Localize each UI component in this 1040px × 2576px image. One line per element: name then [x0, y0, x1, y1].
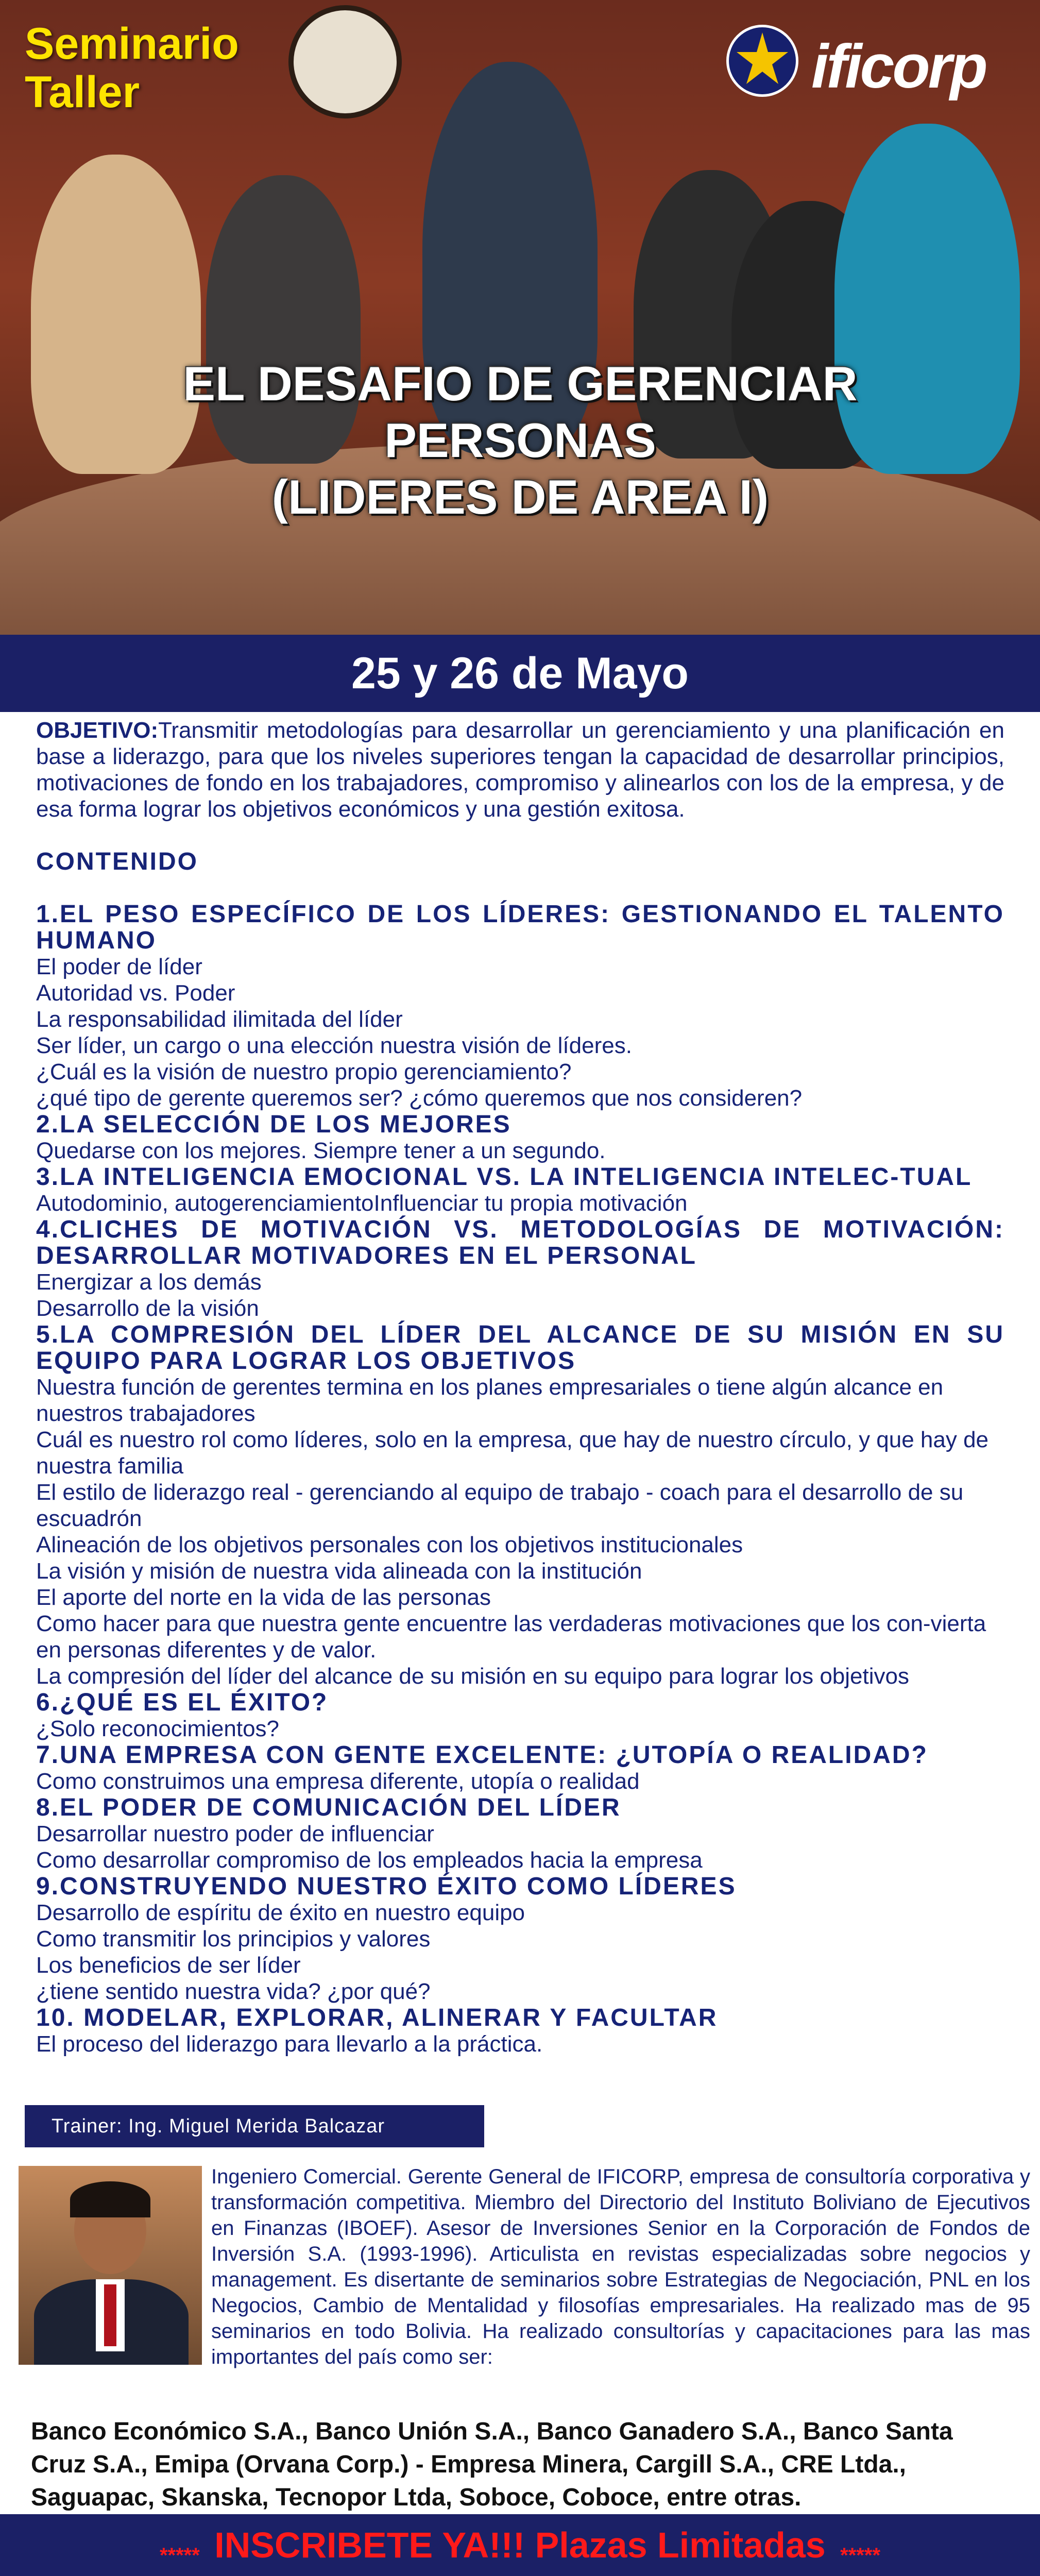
list-item: Autoridad vs. Poder: [36, 980, 235, 1006]
list-item: Desarrollo de espíritu de éxito en nuestro equipo: [36, 1900, 525, 1925]
title-line-3: (LIDERES DE AREA I): [271, 470, 769, 524]
cta-text[interactable]: INSCRIBETE YA!!! Plazas Limitadas: [214, 2525, 826, 2565]
program-content: [36, 717, 1004, 2057]
list-item: El poder de líder: [36, 954, 202, 979]
event-title: [52, 355, 989, 526]
list-item: El estilo de liderazgo real - gerenciando al equipo de trabajo - coach para el desarrollo de su escuadrón: [36, 1480, 964, 1531]
list-item: Nuestra función de gerentes termina en los planes empresariales o tiene algún alcance en nuestros trabajadores: [36, 1375, 944, 1426]
badge-line-1: Seminario: [25, 19, 239, 69]
ificorp-logo: [726, 21, 1025, 103]
list-item: El proceso del liderazgo para llevarlo a la práctica.: [36, 2031, 543, 2057]
list-item: Desarrollar nuestro poder de influenciar: [36, 1821, 434, 1846]
objective-paragraph: [36, 717, 1004, 822]
list-item: Como hacer para que nuestra gente encuentre las verdaderas motivaciones que los con-vierta en personas diferentes y de valor.: [36, 1611, 986, 1663]
list-item: La responsabilidad ilimitada del líder: [36, 1007, 403, 1032]
event-dates: 25 y 26 de Mayo: [351, 649, 689, 698]
star-logo-icon: [726, 25, 798, 97]
list-item: Desarrollo de la visión: [36, 1296, 259, 1321]
section-title: 1.EL PESO ESPECÍFICO DE LOS LÍDERES: GESTIONANDO EL TALENTO HUMANO: [36, 901, 1004, 954]
section-title: 7.UNA EMPRESA CON GENTE EXCELENTE: ¿UTOPÍA O REALIDAD?: [36, 1741, 928, 1769]
list-item: La visión y misión de nuestra vida alineada con la institución: [36, 1558, 642, 1584]
list-item: El aporte del norte en la vida de las personas: [36, 1585, 491, 1610]
section-title: 4.CLICHES DE MOTIVACIÓN VS. METODOLOGÍAS DE MOTIVACIÓN: DESARROLLAR MOTIVADORES EN EL PERSONAL: [36, 1216, 1004, 1269]
section-title: 9.CONSTRUYENDO NUESTRO ÉXITO COMO LÍDERES: [36, 1873, 737, 1900]
trainer-bio: Ingeniero Comercial. Gerente General de IFICORP, empresa de consultoría corporativa y transformación competitiva. Miembro del Directorio del Instituto Boliviano de Ejecutivos en Finanzas (IBOEF). Asesor de Inversiones Senior en la Corporación de Fondos de Inversión S.A. (1993-1996). Articulista en revistas especializadas sobre negocios y management. Es disertante de seminarios sobre Estrategias de Negociación, PNL en los Negocios, Cambio de Mentalidad y filosofías empresariales. Ha realizado mas de 95 seminarios en todo Bolivia. Ha realizado consultorías y capacitaciones para las mas importantes del país como ser:: [211, 2165, 1030, 2368]
list-item: Como transmitir los principios y valores: [36, 1926, 431, 1952]
cta-stars-left: *****: [159, 2544, 200, 2567]
list-item: Energizar a los demás: [36, 1269, 262, 1295]
logo-wordmark: ificorp: [811, 32, 986, 101]
list-item: ¿tiene sentido nuestra vida? ¿por qué?: [36, 1979, 431, 2004]
list-item: Los beneficios de ser líder: [36, 1953, 301, 1978]
list-item: Cuál es nuestro rol como líderes, solo en la empresa, que hay de nuestro círculo, y que hay de nuestra familia: [36, 1427, 989, 1479]
list-item: Autodominio, autogerenciamientoInfluenciar tu propia motivación: [36, 1191, 688, 1216]
title-line-1: EL DESAFIO DE GERENCIAR: [183, 357, 858, 411]
title-line-2: PERSONAS: [384, 413, 656, 467]
content-heading: CONTENIDO: [36, 848, 198, 875]
section-title: 3.LA INTELIGENCIA EMOCIONAL VS. LA INTELIGENCIA INTELEC-TUAL: [36, 1163, 973, 1191]
list-item: Alineación de los objetivos personales con los objetivos institucionales: [36, 1532, 743, 1557]
seminar-badge: [25, 20, 239, 116]
section-title: 10. MODELAR, EXPLORAR, ALINERAR Y FACULTAR: [36, 2004, 718, 2031]
section-title: 2.LA SELECCIÓN DE LOS MEJORES: [36, 1111, 512, 1138]
trainer-label: Trainer: Ing. Miguel Merida Balcazar: [25, 2105, 484, 2147]
signup-banner[interactable]: [0, 2514, 1040, 2576]
wall-clock: [288, 5, 402, 118]
list-item: Como construimos una empresa diferente, utopía o realidad: [36, 1769, 640, 1794]
list-item: Ser líder, un cargo o una elección nuestra visión de líderes.: [36, 1033, 632, 1058]
section-title: 6.¿QUÉ ES EL ÉXITO?: [36, 1689, 329, 1716]
list-item: Como desarrollar compromiso de los empleados hacia la empresa: [36, 1848, 703, 1873]
section-title: 8.EL PODER DE COMUNICACIÓN DEL LÍDER: [36, 1794, 621, 1821]
badge-line-2: Taller: [25, 67, 140, 117]
objective-label: OBJETIVO:: [36, 718, 159, 743]
dates-band: [0, 635, 1040, 712]
trainer-photo: [19, 2166, 202, 2365]
objective-text: Transmitir metodologías para desarrollar un gerenciamiento y una planificación en base a liderazgo, para que los niveles superiores tengan la capacidad de desarrollar principios, motivaciones de fondo en los trabajadores, compromiso y alinearlos con los de la empresa, y de esa forma lograr los objetivos económicos y una gestión exitosa.: [36, 718, 1004, 822]
list-item: ¿qué tipo de gerente queremos ser? ¿cómo queremos que nos consideren?: [36, 1086, 803, 1111]
list-item: Quedarse con los mejores. Siempre tener a un segundo.: [36, 1138, 606, 1163]
list-item: ¿Solo reconocimientos?: [36, 1716, 280, 1741]
section-title: 5.LA COMPRESIÓN DEL LÍDER DEL ALCANCE DE SU MISIÓN EN SU EQUIPO PARA LOGRAR LOS OBJETIVOS: [36, 1321, 1004, 1375]
client-list: Banco Económico S.A., Banco Unión S.A., Banco Ganadero S.A., Banco Santa Cruz S.A., Emipa (Orvana Corp.) - Empresa Minera, Cargill S.A., CRE Ltda., Saguapac, Skanska, Tecnopor Ltda, Soboce, Coboce, entre otras.: [31, 2418, 953, 2511]
list-item: ¿Cuál es la visión de nuestro propio gerenciamiento?: [36, 1059, 572, 1084]
list-item: La compresión del líder del alcance de su misión en su equipo para lograr los objetivos: [36, 1664, 909, 1689]
cta-stars-right: *****: [840, 2544, 881, 2567]
